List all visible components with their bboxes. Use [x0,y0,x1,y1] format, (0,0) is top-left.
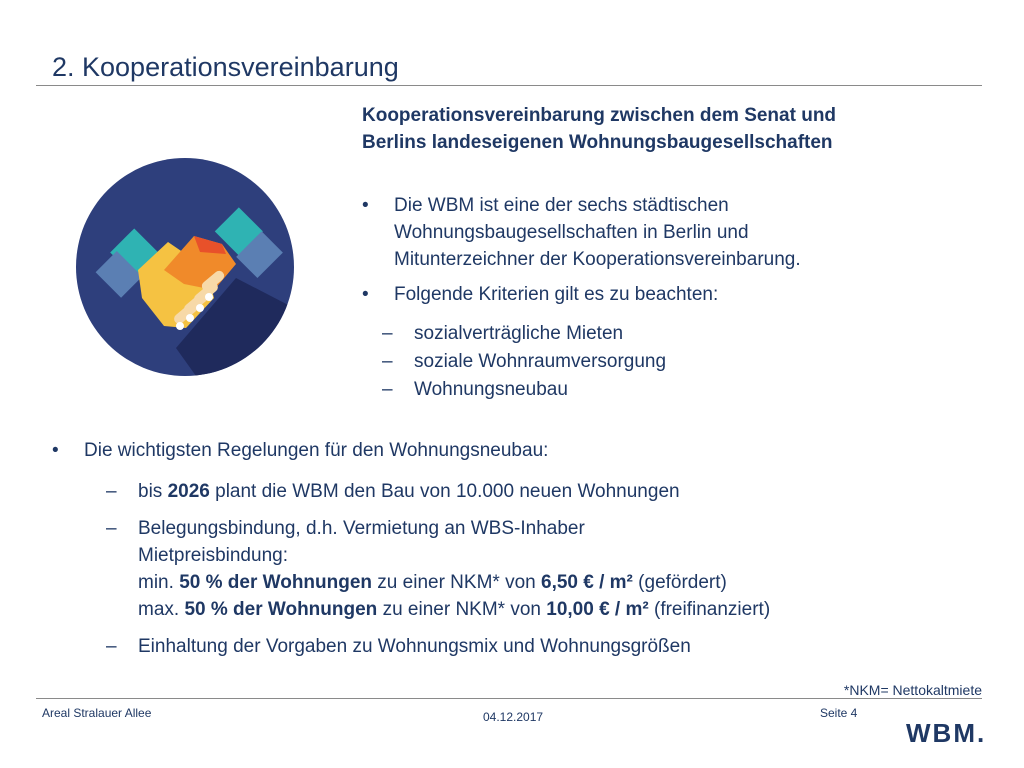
list-item: – soziale Wohnraumversorgung [382,351,667,372]
footer-location: Areal Stralauer Allee [42,706,152,720]
list-item: – Belegungsbindung, d.h. Vermietung an WBS-Inhaber Mietpreisbindung: min. 50 % der Wohnungen zu einer NKM* von 6,50 € / m² (gefördert) max. 50 % der Wohnungen zu einer NKM* von 10,00 € / m² (freifinanziert) [52,515,982,623]
list-item: – Einhaltung der Vorgaben zu Wohnungsmix und Wohnungsgrößen [106,636,691,657]
handshake-icon [76,158,294,376]
regulations-section [52,437,982,660]
list-item: – sozialverträgliche Mieten [382,323,624,344]
list-item: – Wohnungsneubau [382,379,568,400]
max-rent-line: max. 50 % der Wohnungen zu einer NKM* von 10,00 € / m² (freifinanziert) [138,599,771,620]
section-subheading: Kooperationsvereinbarung zwischen dem Senat und Berlins landeseigenen Wohnungsbaugesellschaften [362,105,837,153]
bullet-wbm-role: • Die WBM ist eine der sechs städtischen Wohnungsbaugesellschaften in Berlin und Mitunterzeichner der Kooperationsvereinbarung. [362,195,801,270]
list-item: – bis 2026 plant die WBM den Bau von 10.000 neuen Wohnungen [106,481,680,502]
page-number: Seite 4 [820,706,858,720]
intro-list [362,192,972,403]
page-title: 2. Kooperationsvereinbarung [52,52,399,82]
criteria-list [362,320,972,403]
footnote: *NKM= Nettokaltmiete [843,682,982,698]
bullet-regulations: • Die wichtigsten Regelungen für den Wohnungsneubau: [52,440,549,461]
wbm-logo: WBM. [906,718,987,748]
footer-divider [36,698,982,699]
title-divider [36,85,982,86]
bullet-criteria-intro: • Folgende Kriterien gilt es zu beachten: [362,284,719,305]
min-rent-line: min. 50 % der Wohnungen zu einer NKM* von 6,50 € / m² (gefördert) [138,572,727,593]
footer-date: 04.12.2017 [483,710,544,724]
